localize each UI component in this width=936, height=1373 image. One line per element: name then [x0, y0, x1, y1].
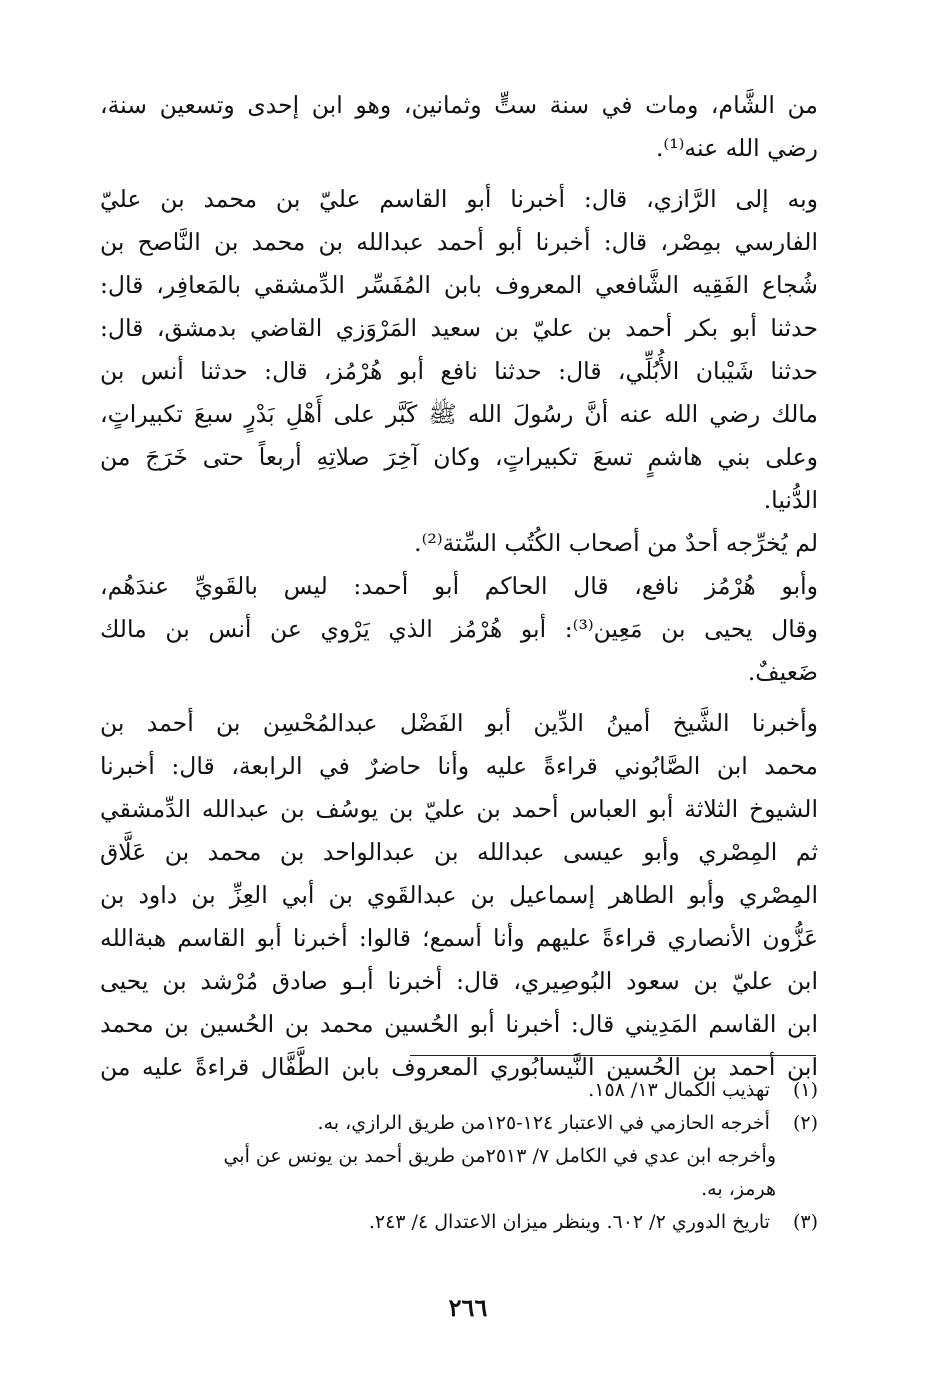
- paragraph: [100, 702, 818, 1089]
- footnote-text: تاريخ الدوري ٢/ ٦٠٢. وينظر ميزان الاعتدال ٤/ ٢٤٣.: [368, 1211, 770, 1233]
- text-line: وعلى بني هاشمٍ تسعَ تكبيراتٍ، وكان آخِرَ صلاتِهِ أربعاً حتى خَرَجَ من: [100, 443, 818, 471]
- footnote-number: (١): [792, 1079, 818, 1101]
- footnote-text: أخرجه الحازمي في الاعتبار ١٢٤-١٢٥من طريق الرازي، به.: [317, 1112, 770, 1134]
- text-line: ابن القاسم المَدِيني قال: أخبرنا أبو الحُسين محمد بن الحُسين بن محمد: [100, 1010, 818, 1038]
- text-line: مالك رضي الله عنه أنَّ رسُولَ الله ﷺ كَبَّر على أَهْلِ بَدْرٍ سبعَ تكبيراتٍ،: [100, 400, 818, 428]
- footnote-number: (٣): [792, 1211, 818, 1233]
- text-line: رضي الله عنه⁽¹⁾.: [655, 134, 818, 162]
- text-line: المِصْري وأبو الطاهر إسماعيل بن عبدالقَوي بن أبي العِزِّ بن داود بن: [100, 881, 818, 909]
- text-line: الفارسي بمِصْر، قال: أخبرنا أبو أحمد عبدالله بن محمد بن النَّاصح بن: [100, 228, 818, 256]
- text-line: وأخبرنا الشَّيخ أمينُ الدِّين أبو الفَضْل عبدالمُحْسِن بن أحمد بن: [100, 709, 818, 737]
- footnote-separator: [410, 1055, 816, 1056]
- text-line: شُجاع الفَقِيه الشَّافعي المعروف بابن المُفَسِّر الدِّمشقي بالمَعافِر، قال:: [100, 271, 818, 299]
- text-line: الدُّنيا.: [763, 486, 818, 514]
- paragraph: [100, 522, 818, 565]
- text-line: ابن أحمد بن الحُسين النَّيسابُوري المعروف بابن الطَّفَّال قراءةً عليه من: [100, 1053, 818, 1081]
- footnote: [100, 1074, 818, 1107]
- text-line: ابن عليّ بن سعود البُوصِيري، قال: أخبرنا أبـو صادق مُرْشد بن يحيى: [100, 967, 818, 995]
- text-line: وقال يحيى بن مَعِين⁽³⁾: أبو هُرْمُز الذي يَرْوي عن أنس بن مالك: [100, 615, 818, 643]
- main-text: [100, 84, 818, 1089]
- text-line: من الشَّام، ومات في سنة ستٍّ وثمانين، وهو ابن إحدى وتسعين سنة،: [100, 91, 818, 119]
- text-line: وأبو هُرْمُز نافع، قال الحاكم أبو أحمد: ليس بالقَويِّ عندَهُم،: [100, 572, 818, 600]
- text-line: وبه إلى الرَّازي، قال: أخبرنا أبو القاسم عليّ بن محمد بن عليّ: [100, 185, 818, 213]
- text-line: لم يُخرِّجه أحدٌ من أصحاب الكُتُب السِّتة⁽²⁾.: [414, 529, 818, 557]
- paragraph: [100, 178, 818, 522]
- footnotes: [100, 1074, 818, 1239]
- text-line: ضَعيفٌ.: [747, 658, 818, 686]
- paragraph: [100, 84, 818, 170]
- text-line: حدثنا شَيْبان الأُبُلِّي، قال: حدثنا نافع أبو هُرْمُز، قال: حدثنا أنس بن: [100, 357, 818, 385]
- text-line: ثم المِصْري وأبو عيسى عبدالله بن عبدالواحد بن محمد بن عَلَّاق: [100, 838, 818, 866]
- footnote-text: هرمز، به.: [701, 1178, 776, 1200]
- text-line: الشيوخ الثلاثة أبو العباس أحمد بن عليّ بن يوسُف بن عبدالله الدِّمشقي: [100, 795, 818, 823]
- footnote-text: تهذيب الكمال ١٣/ ١٥٨.: [588, 1079, 770, 1101]
- text-line: عَزُّون الأنصاري قراءةً عليهم وأنا أسمع؛ قالوا: أخبرنا أبو القاسم هبةالله: [100, 924, 818, 952]
- footnote: [100, 1206, 818, 1239]
- page-number: ٢٦٦: [448, 1293, 488, 1322]
- footnote-number: (٢): [792, 1112, 818, 1134]
- footnote: [100, 1107, 818, 1206]
- text-line: محمد ابن الصَّابُوني قراءةً عليه وأنا حاضرٌ في الرابعة، قال: أخبرنا: [100, 752, 818, 780]
- paragraph: [100, 565, 818, 694]
- footnote-text: وأخرجه ابن عدي في الكامل ٧/ ٢٥١٣من طريق أحمد بن يونس عن أبي: [223, 1145, 776, 1167]
- text-line: حدثنا أبو بكر أحمد بن عليّ بن سعيد المَرْوَزي القاضي بدمشق، قال:: [100, 314, 818, 342]
